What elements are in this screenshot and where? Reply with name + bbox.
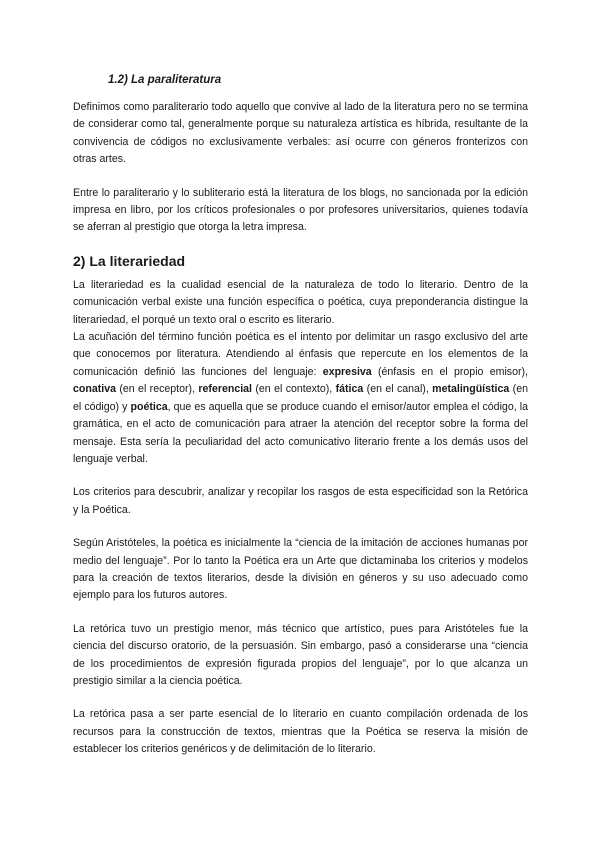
text-span: La acuñación del término función poética es el intento por delimitar un rasgo exclusivo del arte que conocemos por literatura. Atendiendo al énfasis que repercute en los elementos de la comunicación definió las funciones del lenguaje: <box>73 331 528 378</box>
term-fatica: fática <box>335 383 364 396</box>
paragraph-literariedad-definition: La literariedad es la cualidad esencial de la naturaleza de todo lo literario. Dentro de la comunicación verbal existe una función específica o poética, cuya preponderancia distingue la literariedad, el porqué un texto oral o escrito es literario. <box>73 278 528 326</box>
text-span: , que es aquella que se produce cuando el emisor/autor emplea el código, la gramática, en el acto de comunicación para atraer la atención del receptor sobre la forma del mensaje. Esta sería la peculiaridad del acto comunicativo literario frente a los demás usos del lenguaje verbal. <box>73 400 528 465</box>
section-heading-literariedad: 2) La literariedad <box>73 252 186 269</box>
paragraph-funcion-poetica <box>73 329 528 468</box>
text-span: (énfasis en el propio emisor), <box>371 365 528 378</box>
paragraph-blogs: Entre lo paraliterario y lo subliterario está la literatura de los blogs, no sancionada por la edición impresa en libro, por los críticos profesionales o por profesores universitarios, quienes todavía se aferran al prestigio que otorga la letra impresa. <box>73 186 528 234</box>
text-span: (en el canal), <box>363 383 433 396</box>
term-referencial: referencial <box>198 383 252 396</box>
section-heading-paraliteratura: 1.2) La paraliteratura <box>108 74 222 86</box>
text-span: (en el contexto), <box>252 383 336 396</box>
paragraph-retorica-prestigio: La retórica tuvo un prestigio menor, más técnico que artístico, pues para Aristóteles fue la ciencia del discurso oratorio, de la persuasión. Sin embargo, pasó a considerarse una “ciencia de los procedimientos de expresión figurada propios del lenguaje”, por lo que alcanza un prestigio similar a la ciencia poética. <box>73 622 528 687</box>
paragraph-aristoteles-poetica: Según Aristóteles, la poética es inicialmente la “ciencia de la imitación de acciones humanas por medio del lenguaje”. Por lo tanto la Poética era un Arte que dictaminaba los criterios y modelos para la creación de textos literarios, desde la división en géneros y su uso adecuado como ejemplo para los futuros autores. <box>73 537 528 602</box>
document-page <box>73 72 528 759</box>
term-conativa: conativa <box>73 383 116 396</box>
text-span: (en el código) y <box>73 383 528 413</box>
term-poetica: poética <box>130 400 168 413</box>
term-expresiva: expresiva <box>322 365 372 378</box>
paragraph-retorica-esencial: La retórica pasa a ser parte esencial de lo literario en cuanto compilación ordenada de los recursos para la construcción de textos, mientras que la Poética se reserva la misión de establecer los criterios genéricos y de delimitación de lo literario. <box>73 708 528 756</box>
paragraph-criterios: Los criterios para descubrir, analizar y recopilar los rasgos de esta especificidad son la Retórica y la Poética. <box>73 486 528 516</box>
paragraph-paraliteratura-definition: Definimos como paraliterario todo aquello que convive al lado de la literatura pero no se termina de considerar como tal, generalmente porque su naturaleza artística es híbrida, resultante de la convivencia de códigos no exclusivamente verbales: así ocurre con géneros fronterizos con otras artes. <box>73 101 528 166</box>
term-metalinguistica: metalingüística <box>432 383 510 396</box>
text-span: (en el receptor), <box>115 383 199 396</box>
